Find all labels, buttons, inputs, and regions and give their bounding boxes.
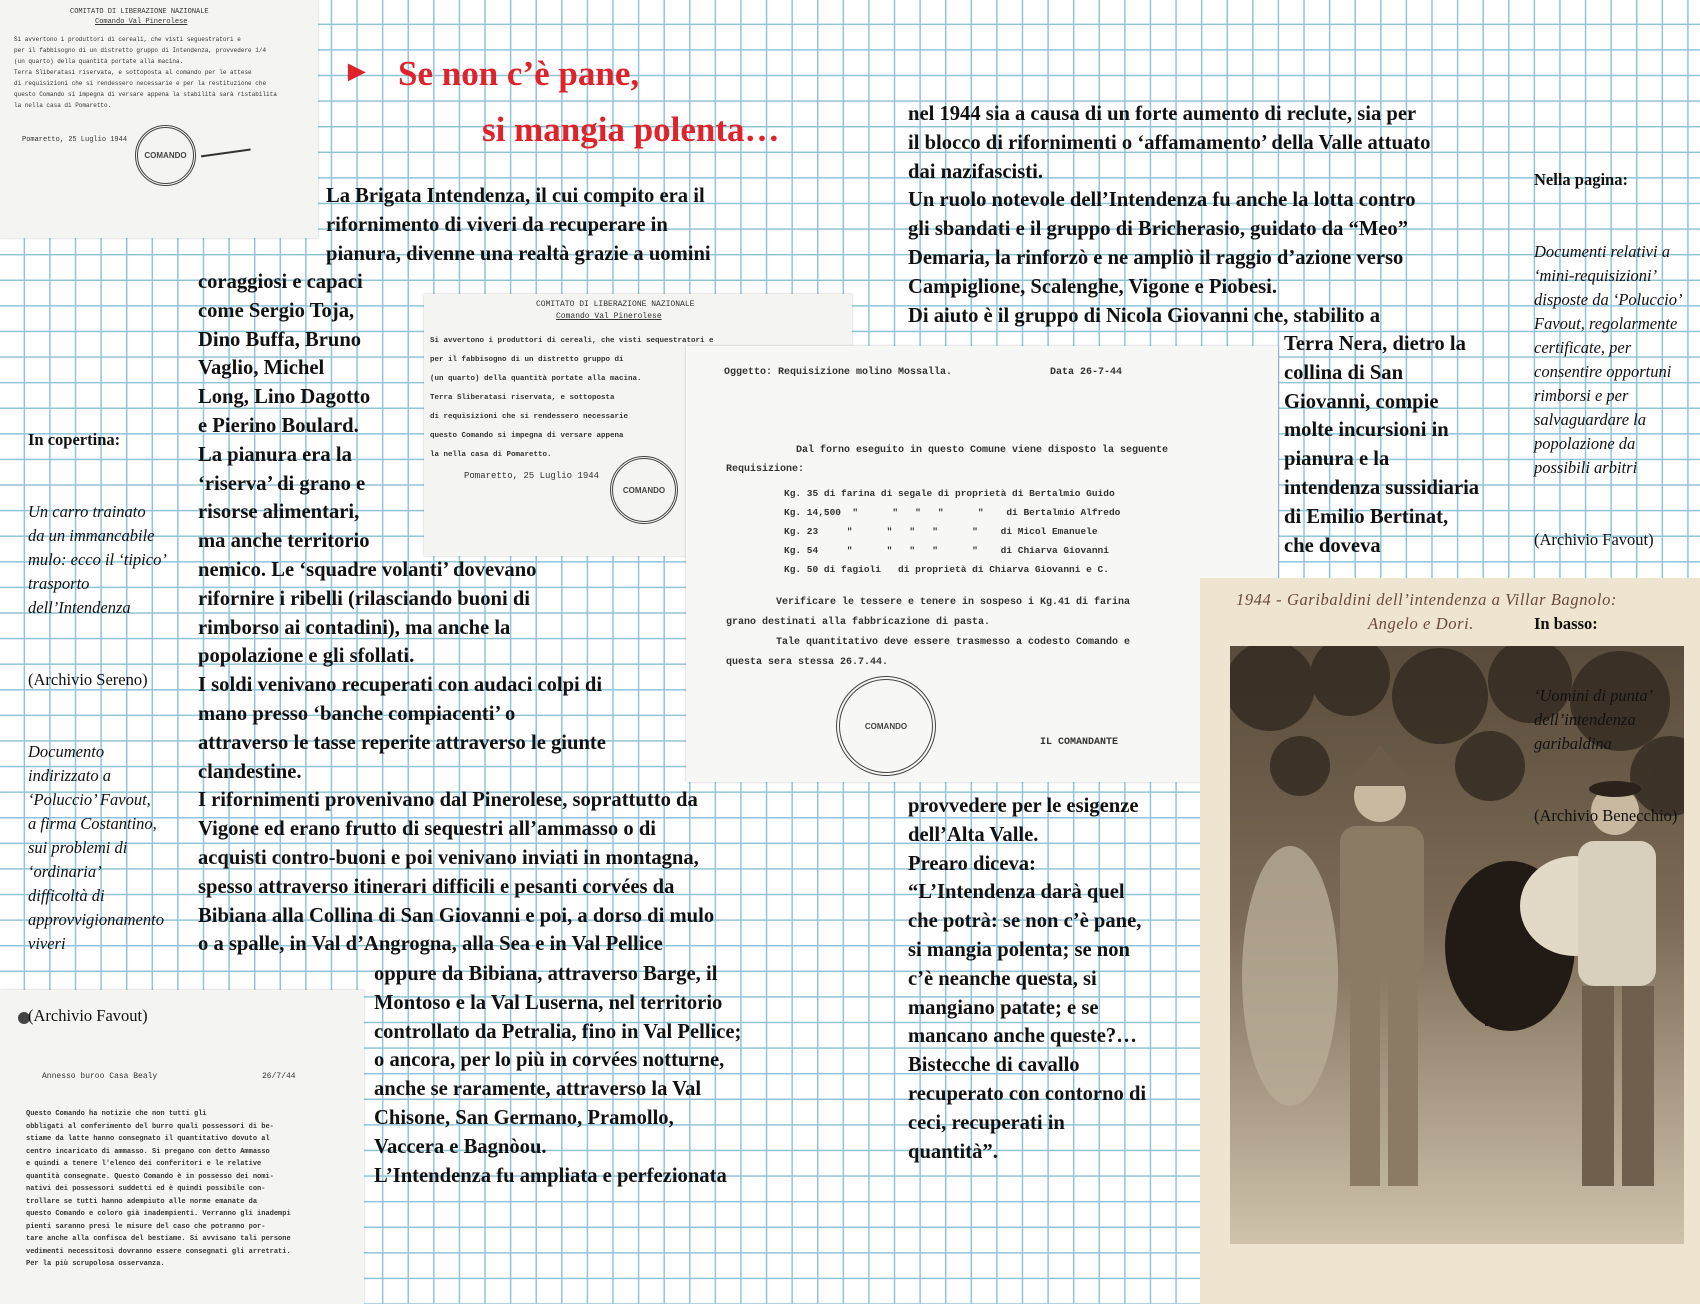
body-text-bottom xyxy=(374,960,741,1190)
photo-caption-line1: 1944 - Garibaldini dell’intendenza a Villar Bagnolo: xyxy=(1236,590,1618,609)
doc-subject: Oggetto: Requisizione molino Mossalla. xyxy=(724,367,953,378)
doc-date: 26/7/44 xyxy=(262,1072,296,1081)
doc-intro: Dal forno eseguito in questo Comune viene disposto la seguente xyxy=(796,445,1169,456)
caption-heading: Nella pagina: xyxy=(1534,170,1628,189)
doc-header: Comando Val Pinerolese xyxy=(95,18,188,26)
doc-line: (un quarto) della quantità portate alla macina. xyxy=(14,58,184,65)
doc-line: di requisizioni che si rendessero necessarie xyxy=(430,413,629,421)
text-line: rimborso ai contadini), ma anche la xyxy=(198,616,511,639)
text-line: intendenza sussidiaria xyxy=(1284,476,1480,499)
doc-line: vedimenti necessitosi dovranno essere consegnati gli arretrati. xyxy=(26,1247,291,1256)
stamp-label: COMANDO xyxy=(144,151,187,160)
text-line: “L’Intendenza darà quel xyxy=(908,881,1125,904)
text-line: si mangia polenta; se non xyxy=(908,938,1130,961)
text-line: controllato da Petralia, fino in Val Pellice; xyxy=(374,1020,742,1043)
text-line: La Brigata Intendenza, il cui compito era il xyxy=(326,185,705,207)
caption-line: dell’Intendenza xyxy=(28,598,131,617)
caption-line: salvaguardare la xyxy=(1534,410,1646,429)
caption-line: ‘Uomini di punta’ xyxy=(1534,686,1654,705)
text-line: che potrà: se non c’è pane, xyxy=(908,910,1142,933)
text-line: ma anche territorio xyxy=(198,530,370,553)
body-text-right-bottom xyxy=(908,792,1146,1166)
text-line: Dino Buffa, Bruno xyxy=(198,328,362,351)
doc-p2: grano destinati alla fabbricazione di pasta. xyxy=(726,617,991,628)
caption-line: rimborsi e per xyxy=(1534,386,1629,405)
caption-line: mulo: ecco il ‘tipico’ xyxy=(28,550,167,569)
text-line: Di aiuto è il gruppo di Nicola Giovanni che, stabilito a xyxy=(908,304,1380,327)
caption-line: disposte da ‘Poluccio’ xyxy=(1534,290,1683,309)
text-line: Chisone, San Germano, Pramollo, xyxy=(374,1106,674,1129)
text-line: spesso attraverso itinerari difficili e pesanti corvées da xyxy=(198,875,675,898)
doc-date: Data 26-7-44 xyxy=(1050,367,1123,378)
doc-line: (un quarto) della quantità portate alla macina. xyxy=(430,375,642,383)
text-line: come Sergio Toja, xyxy=(198,299,355,322)
doc-row: Kg. 35 di farina di segale di proprietà di Bertalmio Guido xyxy=(784,488,1115,499)
text-line: o a spalle, in Val d’Angrogna, alla Sea e in Val Pellice xyxy=(198,933,663,956)
caption-source: (Archivio Benecchio) xyxy=(1534,806,1678,825)
doc-header: Comando Val Pinerolese xyxy=(556,312,662,321)
doc-line: di requisizioni che si rendessero necessarie e per la restituzione che xyxy=(14,80,267,87)
text-line: oppure da Bibiana, attraverso Barge, il xyxy=(374,963,718,985)
caption-line: Documento xyxy=(28,742,105,761)
doc-line: la nella casa di Pomaretto. xyxy=(14,102,112,109)
title-arrow-icon: ► xyxy=(342,55,372,88)
caption-line: viveri xyxy=(28,934,66,953)
stamp-icon xyxy=(610,456,678,524)
caption-line: da un immancabile xyxy=(28,526,155,545)
title-line2: si mangia polenta… xyxy=(482,110,780,149)
doc-line: trollare se tutti hanno adempiuto alle norme emanate da xyxy=(26,1197,258,1206)
text-line: clandestine. xyxy=(198,760,302,783)
caption-line: popolazione da xyxy=(1534,434,1636,453)
caption-source: (Archivio Sereno) xyxy=(28,670,148,689)
body-text-left xyxy=(198,268,370,556)
doc-line: per il fabbisogno di un distretto gruppo di Intendenza, provvedere 1/4 xyxy=(14,47,267,54)
caption-line: Favout, regolarmente xyxy=(1534,314,1678,333)
caption-line: Un carro trainato xyxy=(28,502,146,521)
caption-heading: In basso: xyxy=(1534,614,1598,633)
text-line: pianura, divenne una realtà grazie a uomini xyxy=(326,242,711,265)
caption-line: ‘ordinaria’ xyxy=(28,862,102,881)
text-line: ceci, recuperati in xyxy=(908,1111,1065,1134)
text-line: dai nazifascisti. xyxy=(908,160,1044,183)
text-line: recuperato con contorno di xyxy=(908,1082,1147,1105)
doc-line: nativi dei possessori suddetti ed è quindi possibile con- xyxy=(26,1185,266,1193)
doc-line: la nella casa di Pomaretto. xyxy=(430,451,552,459)
doc-line: obbligati al conferimento del burro quali possessori di be- xyxy=(26,1122,274,1131)
stamp-label: COMANDO xyxy=(864,721,908,731)
text-line: Bibiana alla Collina di San Giovanni e poi, a dorso di mulo xyxy=(198,904,715,927)
doc-line: questo Comando si impegna di versare appena xyxy=(430,432,624,440)
doc-row: Kg. 50 di fagioli di proprietà di Chiarva Giovanni e C. xyxy=(784,564,1109,575)
text-line: o ancora, per lo più in corvées notturne, xyxy=(374,1049,725,1072)
text-line: quantità”. xyxy=(908,1140,998,1163)
doc-line: tare anche alla confisca del bestiame. Si avvisano tali persone xyxy=(26,1235,291,1243)
caption-line: certificate, per xyxy=(1534,338,1632,357)
text-line: nel 1944 sia a causa di un forte aumento di reclute, sia per xyxy=(908,103,1417,125)
text-line: provvedere per le esigenze xyxy=(908,795,1139,817)
caption-line: garibaldina xyxy=(1534,734,1612,753)
text-line: mancano anche queste?… xyxy=(908,1025,1137,1048)
caption-line: Documenti relativi a xyxy=(1534,242,1670,261)
doc-p3: Tale quantitativo deve essere trasmesso a codesto Comando e xyxy=(776,637,1131,648)
caption-left xyxy=(28,380,167,1052)
caption-line: difficoltà di xyxy=(28,886,105,905)
doc-header: COMITATO DI LIBERAZIONE NAZIONALE xyxy=(70,8,209,16)
stamp-label: COMANDO xyxy=(622,485,666,495)
caption-source: (Archivio Favout) xyxy=(28,1006,148,1025)
doc-sign: IL COMANDANTE xyxy=(1040,737,1119,748)
text-line: I soldi venivano recuperati con audaci colpi di xyxy=(198,674,603,697)
text-line: Bistecche di cavallo xyxy=(908,1054,1080,1077)
doc-line: questo Comando e coloro già inadempienti. Verranno gli inadempi xyxy=(26,1210,291,1218)
text-line: che doveva xyxy=(1284,534,1381,557)
caption-right xyxy=(1534,120,1682,852)
text-line: Prearo diceva: xyxy=(908,852,1036,875)
text-line: Long, Lino Dagotto xyxy=(198,386,371,409)
text-line: rifornimento di viveri da recuperare in xyxy=(326,213,668,236)
title-line1: Se non c’è pane, xyxy=(398,54,640,93)
text-line: di Emilio Bertinat, xyxy=(1284,505,1449,528)
doc-line: Terra Sliberatasi riservata, e sottoposta xyxy=(430,394,615,402)
body-text-right-top xyxy=(908,100,1430,330)
doc-row: Kg. 23 " " " " " di Micol Emanuele xyxy=(784,526,1098,537)
text-line: La pianura era la xyxy=(198,443,352,466)
doc-req: Requisizione: xyxy=(726,464,805,475)
text-line: dell’Alta Valle. xyxy=(908,823,1039,846)
text-line: I rifornimenti provenivano dal Pinerolese, soprattutto da xyxy=(198,789,698,812)
caption-line: consentire opportuni xyxy=(1534,362,1672,381)
text-line: Vaccera e Bagnòou. xyxy=(374,1135,547,1158)
doc-p4: questa sera stessa 26.7.44. xyxy=(726,657,889,668)
doc-line: Per la più scrupolosa osservanza. xyxy=(26,1260,165,1268)
doc-date: Pomaretto, 25 Luglio 1944 xyxy=(464,471,600,481)
doc-line: stiame da latte hanno consegnato il quantitativo dovuto al xyxy=(26,1135,270,1143)
body-text-middle xyxy=(198,556,714,959)
doc-row: Kg. 14,500 " " " " " di Bertalmio Alfredo xyxy=(784,507,1121,518)
text-line: collina di San xyxy=(1284,361,1404,384)
doc-line: pienti saranno presi le misure del caso che potranno por- xyxy=(26,1222,266,1231)
doc-line: Questo Comando ha notizie che non tutti gli xyxy=(26,1110,207,1118)
text-line: Vigone ed erano frutto di sequestri all’ammasso o di xyxy=(198,818,656,841)
text-line: Montoso e la Val Luserna, nel territorio xyxy=(374,991,723,1014)
doc-date: Pomaretto, 25 Luglio 1944 xyxy=(22,136,128,144)
text-line: molte incursioni in xyxy=(1284,419,1449,442)
doc-line: questo Comando si impegna di versare appena la stabilità sarà ristabilita xyxy=(14,91,277,98)
text-line: risorse alimentari, xyxy=(198,501,360,524)
doc-line: per il fabbisogno di un distretto gruppo di xyxy=(430,356,624,364)
doc-line: centro incaricato di ammasso. Si pregano con detto Ammasso xyxy=(26,1147,270,1156)
doc-line: Terra Sliberatasi riservata, e sottoposta al comando per le attese xyxy=(14,69,252,76)
caption-line: dell’intendenza xyxy=(1534,710,1636,729)
photo-caption-line2: Angelo e Dori. xyxy=(1368,614,1475,633)
caption-line: ‘Poluccio’ Favout, xyxy=(28,790,151,809)
text-line: Giovanni, compie xyxy=(1284,390,1439,413)
stamp-icon xyxy=(135,125,196,186)
caption-line: ‘mini-requisizioni’ xyxy=(1534,266,1658,285)
text-line: gli sbandati e il gruppo di Bricherasio, guidato da “Meo” xyxy=(908,218,1409,241)
caption-line: approvvigionamento xyxy=(28,910,164,929)
document-photo-1 xyxy=(0,0,318,238)
text-line: rifornire i ribelli (rilasciando buoni di xyxy=(198,587,530,610)
body-text-top xyxy=(326,182,711,268)
caption-line: indirizzato a xyxy=(28,766,111,785)
text-line: Demaria, la rinforzò e ne ampliò il raggio d’azione verso xyxy=(908,246,1404,269)
caption-line: sui problemi di xyxy=(28,838,128,857)
text-line: acquisti contro-buoni e poi venivano inviati in montagna, xyxy=(198,846,699,869)
doc-line: Si avvertono i produttori di cereali, che visti seguestratori e xyxy=(14,36,241,43)
text-line: anche se raramente, attraverso la Val xyxy=(374,1078,702,1101)
text-line: coraggiosi e capaci xyxy=(198,271,363,293)
text-line: popolazione e gli sfollati. xyxy=(198,645,415,668)
body-text-right-narrow xyxy=(1284,330,1479,560)
document-photo-3 xyxy=(686,346,1278,782)
signature-icon xyxy=(199,137,250,158)
doc-row: Kg. 54 " " " " " di Chiarva Giovanni xyxy=(784,545,1109,556)
text-line: Terra Nera, dietro la xyxy=(1284,333,1466,355)
text-line: attraverso le tasse reperite attraverso le giunte xyxy=(198,731,606,754)
doc-p1: Verificare le tessere e tenere in sospeso i Kg.41 di farina xyxy=(776,597,1131,608)
text-line: pianura e la xyxy=(1284,448,1390,471)
caption-line: trasporto xyxy=(28,574,90,593)
caption-heading: In copertina: xyxy=(28,430,121,449)
text-line: nemico. Le ‘squadre volanti’ dovevano xyxy=(198,559,537,581)
doc-line: quantità consegnate. Questo Comando è in possesso dei nomi- xyxy=(26,1172,274,1181)
doc-line: e quindi a tenere l'elenco dei conferitori e le relative xyxy=(26,1160,262,1168)
caption-line: a firma Costantino, xyxy=(28,814,157,833)
caption-source: (Archivio Favout) xyxy=(1534,530,1654,549)
text-line: mano presso ‘banche compiacenti’ o xyxy=(198,702,516,725)
text-line: L’Intendenza fu ampliata e perfezionata xyxy=(374,1164,727,1187)
text-line: Un ruolo notevole dell’Intendenza fu anche la lotta contro xyxy=(908,189,1416,212)
caption-line: possibili arbitri xyxy=(1534,458,1638,477)
stamp-icon xyxy=(836,676,936,776)
text-line: Vaglio, Michel xyxy=(198,357,325,380)
text-line: Campiglione, Scalenghe, Vigone e Piobesi. xyxy=(908,275,1277,298)
text-line: e Pierino Boulard. xyxy=(198,414,359,437)
text-line: c’è neanche questa, si xyxy=(908,967,1097,990)
text-line: mangiano patate; e se xyxy=(908,996,1099,1019)
text-line: ‘riserva’ di grano e xyxy=(198,472,366,495)
doc-header: COMITATO DI LIBERAZIONE NAZIONALE xyxy=(536,300,695,309)
text-line: il blocco di rifornimenti o ‘affamamento’ della Valle attuato xyxy=(908,131,1431,154)
doc-line: Si avvertono i produttori di cereali, che visti sequestratori e xyxy=(430,337,714,345)
doc-subject: Annesso buroo Casa Bealy xyxy=(42,1072,158,1081)
